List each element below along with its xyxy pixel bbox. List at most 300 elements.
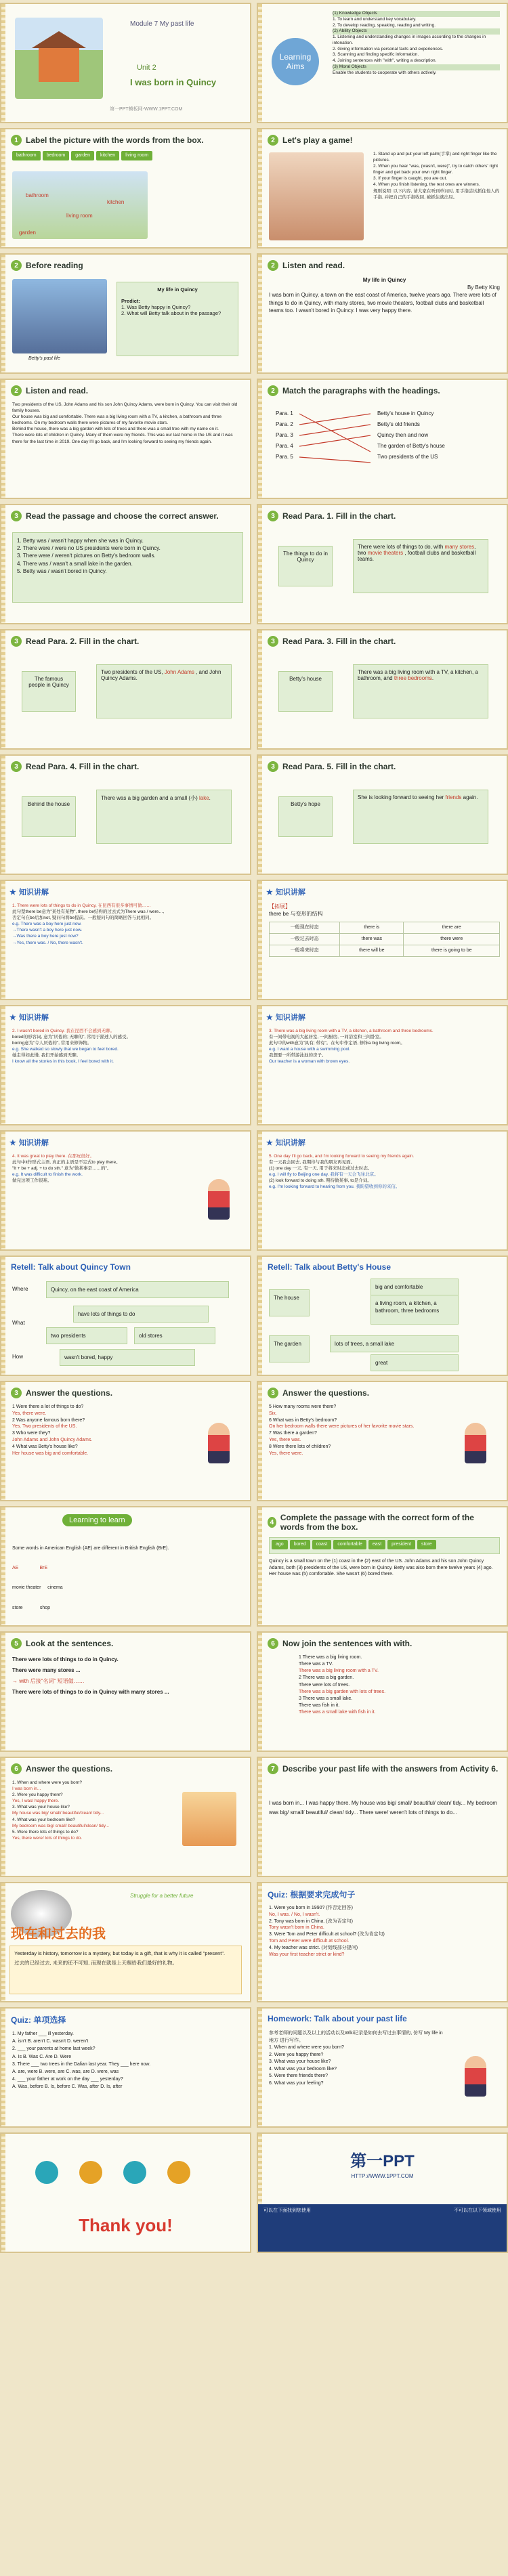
knowledge-line: 她走得如此慢, 我们开始感到无聊。 xyxy=(12,1053,81,1058)
slide-quiz-1[interactable] xyxy=(257,1882,508,2002)
chart-left-cell: The famous people in Quincy xyxy=(22,671,76,712)
star-icon: ★ xyxy=(266,1138,273,1147)
question: 4. What was your bedroom like? xyxy=(12,1817,75,1822)
choice-item[interactable]: 5. Betty was / wasn't bored in Quincy. xyxy=(17,567,107,574)
quiz-question: 1. Were you born in 1990? (作否定回答) xyxy=(269,1906,353,1910)
answer: John Adams and John Quincy Adams. xyxy=(12,1437,93,1442)
chart-text: , and John Quincy Adams. xyxy=(101,669,221,681)
sentence: There were lots of things to do in Quincy. xyxy=(12,1656,119,1662)
slide-heading: Look at the sentences. xyxy=(26,1639,114,1648)
slide-header xyxy=(268,1262,500,1272)
house-illustration xyxy=(15,18,103,99)
question: 8 Were there lots of children? xyxy=(269,1444,331,1449)
word-chip: coast xyxy=(312,1540,332,1549)
question: 1 Were there a lot of things to do? xyxy=(12,1404,84,1409)
knowledge-point: 1. There were lots of things to do in Quincy, 在昆西有很多事情可做…… xyxy=(12,903,151,908)
knowledge-text xyxy=(12,903,243,993)
banner-title: 现在和过去的我 xyxy=(11,1927,106,1941)
knowledge-line: 有一间带电视的大起居室, 一间厨房, 一间浴室和三间卧室。 xyxy=(269,1035,384,1040)
label-annotation: living room xyxy=(66,213,93,219)
choice-item[interactable]: 4. There was / wasn't a small lake in the garden. xyxy=(17,560,133,567)
label-annotation: bathroom xyxy=(26,192,49,198)
choice-item[interactable]: 3. There were / weren't pictures on Betty's bedroom walls. xyxy=(17,553,156,559)
choice-item[interactable]: 1. Betty was / wasn't happy when she was in Quincy. xyxy=(17,538,144,544)
slide-title[interactable] xyxy=(0,3,251,123)
table-cell: there will be xyxy=(340,945,404,956)
answer-blank[interactable]: John Adams xyxy=(164,669,194,675)
retell-label: The house xyxy=(269,1289,310,1316)
brand-logo: 第一PPT xyxy=(350,2152,415,2170)
slide-answer-personal[interactable] xyxy=(0,1757,251,1877)
answer: Yes, there were/ lots of things to do. xyxy=(12,1835,83,1841)
knowledge-text xyxy=(269,1153,500,1244)
knowledge-banner xyxy=(266,886,305,897)
answer: Yes, there were. xyxy=(269,1451,303,1456)
question: 3. What was your house like? xyxy=(12,1805,70,1810)
unit-label: Unit 2 xyxy=(137,64,156,72)
cartoon-kid-illustration xyxy=(208,1179,230,1220)
answer-blank[interactable]: three bedrooms xyxy=(394,675,432,681)
chart-right-cell xyxy=(96,664,232,718)
quiz-list xyxy=(12,2030,243,2121)
slide-heading: Retell: Talk about Betty's House xyxy=(268,1262,391,1272)
homework-list xyxy=(269,2030,446,2121)
passage xyxy=(269,276,500,367)
knowledge-line: bored的形容词, 意为"厌倦的; 无聊的", 常用于描述人的感受。 xyxy=(12,1035,131,1040)
slide-listen-read-2[interactable] xyxy=(0,379,251,499)
answer: Yes. Two presidents of the US. xyxy=(12,1424,77,1430)
answer: I was born in... xyxy=(12,1786,41,1792)
question: 4 What was Betty's house like? xyxy=(12,1444,78,1449)
quiz-list xyxy=(269,1905,500,1996)
passage-paragraph: Two presidents of the US, John Adams and his son John Quincy Adams, were born in Quincy. You can visit their old family houses. xyxy=(12,402,238,414)
answer-blank[interactable]: friends xyxy=(445,794,462,800)
quiz-question: 3. There ___ two trees in the Dalian last year. They ___ here now. xyxy=(12,2061,151,2067)
slide-header xyxy=(268,511,500,521)
objective-item: 1. To learn and understand key vocabulary. xyxy=(333,16,417,22)
knowledge-line: boring意为"令人厌倦的", 常用来修饰物。 xyxy=(12,1041,92,1046)
table-cell: there were xyxy=(404,934,500,945)
slide-header xyxy=(11,385,243,396)
answer: Her house was big and comfortable. xyxy=(12,1451,89,1456)
knowledge-banner xyxy=(9,1137,49,1148)
slide-learning-to-learn[interactable] xyxy=(0,1506,251,1627)
heading-option: Betty's house in Quincy xyxy=(377,410,434,416)
slide-heading: Label the picture with the words from the box. xyxy=(26,135,204,145)
homework-line: 2. Were you happy there? xyxy=(269,2052,324,2057)
slide-knowledge-4[interactable] xyxy=(257,1005,508,1125)
qa-list xyxy=(12,1780,182,1870)
slide-look-sentences[interactable] xyxy=(0,1631,251,1752)
chart-right-cell xyxy=(96,790,232,844)
slide-game[interactable] xyxy=(257,128,508,249)
heading-option: The garden of Betty's house xyxy=(377,443,445,449)
retell-diagram xyxy=(269,1279,500,1369)
slide-body xyxy=(12,151,243,242)
quote-en: Yesterday is history, tomorrow is a mystery, but today is a gift, that is why it is called "present". xyxy=(14,1950,226,1956)
slide-retell-town[interactable] xyxy=(0,1255,251,1376)
icon-circle xyxy=(35,2161,58,2184)
slide-header xyxy=(11,260,243,271)
word-chip: president xyxy=(387,1540,415,1549)
homework-line: 5. Were there friends there? xyxy=(269,2074,329,2078)
answer: Yes, there was. xyxy=(269,1437,301,1442)
chart-left-cell: Behind the house xyxy=(22,796,76,837)
quiz-question: 1. My father ___ ill yesterday. xyxy=(12,2032,74,2036)
word-chip: east xyxy=(368,1540,385,1549)
slide-describe[interactable] xyxy=(257,1757,508,1877)
chart-text: , football clubs and basketball teams. xyxy=(358,550,476,562)
para-label: Para. 3 xyxy=(276,432,293,438)
slide-header xyxy=(11,1388,243,1398)
slide-fill-para3[interactable] xyxy=(257,629,508,750)
joined-sentence: There was a big garden with lots of trees. xyxy=(299,1689,386,1694)
answer: Six. xyxy=(269,1411,277,1416)
step-number: 3 xyxy=(268,636,278,647)
quiz-options: A. Is B. Was C. Are D. Were xyxy=(12,2054,72,2059)
step-number: 5 xyxy=(11,1638,22,1649)
knowledge-line: 此句中it作形式主语, 真正的主语是不定式to play there。 xyxy=(12,1160,121,1165)
slide-header xyxy=(268,636,500,647)
slide-quiz-2[interactable] xyxy=(0,2007,251,2128)
word-chip: bored xyxy=(290,1540,310,1549)
sentence: There were lots of trees. xyxy=(299,1682,350,1688)
brand-footer xyxy=(258,2204,507,2252)
star-icon: ★ xyxy=(9,888,16,897)
slide-header xyxy=(268,1388,500,1398)
knowledge-banner xyxy=(9,1012,49,1023)
knowledge-table-area xyxy=(269,903,500,993)
heading-option: Quincy then and now xyxy=(377,432,429,438)
retell-label: How xyxy=(12,1354,24,1360)
knowledge-example: e.g. There was a boy here just now. xyxy=(12,922,82,927)
slide-listen-read-1[interactable] xyxy=(257,253,508,374)
knowledge-point: 4. It was great to play there. 在那玩很好。 xyxy=(12,1154,95,1159)
slide-knowledge-6[interactable] xyxy=(257,1130,508,1251)
quiz-question: 2. Tony was born in China. (改为否定句) xyxy=(269,1918,353,1924)
slide-heading: Read Para. 1. Fill in the chart. xyxy=(282,511,396,521)
slide-knowledge-2[interactable] xyxy=(257,880,508,1000)
site-label: 第一PPT模板网-WWW.1PPT.COM xyxy=(110,107,183,112)
answer-blank[interactable]: movie theaters xyxy=(367,550,404,556)
knowledge-text xyxy=(12,1153,175,1244)
slide-header xyxy=(11,2014,243,2025)
retell-label: The garden xyxy=(269,1335,310,1362)
join-list xyxy=(299,1654,500,1745)
slide-heading: Answer the questions. xyxy=(282,1388,370,1398)
slide-heading: Read Para. 4. Fill in the chart. xyxy=(26,762,140,771)
aims-badge: Learning Aims xyxy=(272,38,319,85)
complete-passage-text: Quincy is a small town on the (1) coast in the (2) east of the US. John Adams and his son John Quincy Adams, both (3) presidents of the US, were born in Quincy. Betty was also born there twelve years (4) ago. Her house was (5) comfortable. She wasn't (6) bored there. xyxy=(269,1558,493,1577)
step-number: 2 xyxy=(268,385,278,396)
quiz-options: A. are, were B. were, are C. was, are D. were, was xyxy=(12,2069,119,2074)
slide-join-sentences[interactable] xyxy=(257,1631,508,1752)
knowledge-banner xyxy=(266,1137,305,1148)
sentence-note: → with 后接"名词" 短语做…… xyxy=(12,1678,85,1684)
knowledge-line: 有一天我会回去, 我期待与我的朋友再见面。 xyxy=(269,1160,356,1165)
slide-heading: Learning to learn xyxy=(62,1514,132,1526)
learn-line: movie theater cinema xyxy=(12,1585,63,1591)
table-subtitle: there be 与变形的结构 xyxy=(269,911,323,918)
chart-text: Two presidents of the US, xyxy=(101,669,163,675)
slide-heading: Read Para. 3. Fill in the chart. xyxy=(282,637,396,646)
house-shape xyxy=(39,45,79,82)
chart-left-cell: Betty's hope xyxy=(278,796,333,837)
cartoon-kid-illustration xyxy=(208,1423,230,1463)
slide-retell-house[interactable] xyxy=(257,1255,508,1376)
learn-line: AE BrE xyxy=(12,1565,48,1570)
step-number: 2 xyxy=(268,135,278,146)
rule-line: 3. If your finger is caught, you are out. xyxy=(373,176,448,181)
slide-heading: Now join the sentences with with. xyxy=(282,1639,412,1648)
step-number: 3 xyxy=(11,511,22,521)
complete-area xyxy=(269,1537,500,1620)
passage xyxy=(12,402,243,492)
para-label: Para. 5 xyxy=(276,454,293,460)
cartoon-kid-illustration xyxy=(465,1423,486,1463)
answer: My house was big/ small/ beautiful/clean/ tidy... xyxy=(12,1811,104,1816)
banner-subtitle: Struggle for a better future xyxy=(130,1893,194,1899)
rule-line: 规则说明: 以下内容, 请大家在听到单词时, 用手指尝试抓住他人的手指, 并把自己的手指收回, 被抓住就出局。 xyxy=(373,188,500,200)
word-box xyxy=(269,1537,500,1554)
slide-match[interactable] xyxy=(257,379,508,499)
slide-heading: Homework: Talk about your past life xyxy=(268,2014,407,2023)
knowledge-example: e.g. She walked so slowly that we began to feel bored. xyxy=(12,1047,119,1052)
chart-right-cell xyxy=(353,539,488,593)
slide-fill-para2[interactable] xyxy=(0,629,251,750)
objective-item: Enable the students to cooperate with others actively. xyxy=(333,70,437,75)
step-number: 3 xyxy=(268,761,278,772)
slide-heading: Answer the questions. xyxy=(26,1764,113,1774)
star-icon: ★ xyxy=(266,888,273,897)
sentence: There were many stores ... xyxy=(12,1667,81,1673)
learn-line xyxy=(12,1625,243,1627)
question: 5. Were there lots of things to do? xyxy=(12,1829,79,1834)
step-number: 7 xyxy=(268,1763,278,1774)
slide-choose-answer[interactable] xyxy=(0,504,251,624)
thank-you-text: Thank you! xyxy=(79,2215,173,2235)
chart-text: There was a big living room with a TV, a kitchen, a bathroom, and xyxy=(358,669,478,681)
roof-shape xyxy=(32,31,86,48)
slide-header xyxy=(11,636,243,647)
slide-label-picture[interactable] xyxy=(0,128,251,249)
slide-answer-q2[interactable] xyxy=(257,1381,508,1501)
homework-line: 6. What was your feeling? xyxy=(269,2080,324,2086)
slide-heading: Retell: Talk about Quincy Town xyxy=(11,1262,131,1272)
objective-heading: (3) Moral Objects xyxy=(333,64,500,70)
table-cell: 一般过去时态 xyxy=(270,934,340,945)
sentence: 3 There was a small lake. xyxy=(299,1696,353,1701)
knowledge-example: e.g. I will fly to Beijing one day. 我将有一天会飞往北京。 xyxy=(269,1172,379,1178)
cartoon-kid-illustration xyxy=(465,2056,486,2097)
knowledge-line: (1) one day 一天, 有一天, 用于将来时态或过去时态。 xyxy=(269,1166,373,1172)
kids-illustration xyxy=(182,1792,236,1846)
qa-list xyxy=(269,1404,439,1495)
table-cell: there was xyxy=(340,934,404,945)
chart-text: There were lots of things to do, with xyxy=(358,544,444,550)
slide-heading: Quiz: 根据要求完成句子 xyxy=(268,1890,356,1899)
retell-box: old stores xyxy=(134,1327,215,1344)
knowledge-example: e.g. It was difficult to finish the work. xyxy=(12,1172,83,1178)
slide-aims[interactable] xyxy=(257,3,508,123)
quiz-answer: Tony wasn't born in China. xyxy=(269,1925,324,1931)
brand-url[interactable]: HTTP://WWW.1PPT.COM xyxy=(351,2173,414,2179)
slide-heading: Before reading xyxy=(26,261,83,270)
slide-answer-q1[interactable] xyxy=(0,1381,251,1501)
chart-text: . xyxy=(209,795,211,801)
slide-heading: Read the passage and choose the correct answer. xyxy=(26,511,219,521)
heading-option: Betty's old friends xyxy=(377,421,420,427)
joined-sentence: There was a big living room with a TV. xyxy=(299,1669,379,1674)
slide-fill-para4[interactable] xyxy=(0,754,251,875)
slide-header xyxy=(268,1638,500,1649)
hands-game-photo xyxy=(269,152,364,240)
slide-heading: Read Para. 2. Fill in the chart. xyxy=(26,637,140,646)
retell-diagram xyxy=(12,1279,243,1369)
objectives-list xyxy=(333,11,500,116)
para-label: Para. 2 xyxy=(276,421,293,427)
choice-list xyxy=(12,532,243,603)
retell-box: a living room, a kitchen, a bathroom, three bedrooms xyxy=(371,1295,459,1325)
slide-heading: Answer the questions. xyxy=(26,1388,113,1398)
describe-text: I was born in... I was happy there. My house was big/ small/ beautiful/ clean/ tidy... My bedroom was big/ small/ beautiful/ clean/ tidy... There were/ weren't lots of things to do... xyxy=(269,1800,497,1816)
knowledge-example: e.g. I'm looking forward to hearing from you. 我盼望收到你的来信。 xyxy=(269,1184,400,1190)
step-number: 6 xyxy=(11,1763,22,1774)
homework-line: 参考老师的问题以及以上的活动以及Wiki记录是如何去写过去事情的, 仿写 My life in 地方 进行写作。 xyxy=(269,2031,443,2043)
label-annotation: kitchen xyxy=(107,199,125,205)
word-chip: ago xyxy=(272,1540,288,1549)
slide-fill-para1[interactable] xyxy=(257,504,508,624)
choice-item[interactable]: 2. There were / were no US presidents were born in Quincy. xyxy=(17,545,161,552)
sentence: 1 There was a big living room. xyxy=(299,1655,362,1660)
step-number: 3 xyxy=(11,1388,22,1398)
objective-item: 1. Listening and understanding changes in images according to the changes in intonation. xyxy=(333,35,486,45)
predict-question: 1. Was Betty happy in Quincy? xyxy=(121,304,191,310)
answer-blank[interactable]: lake xyxy=(198,795,209,801)
knowledge-example: →Yes, there was. / No, there wasn't. xyxy=(12,940,83,945)
photo-caption: Betty's past life xyxy=(28,356,60,361)
question: 7 Was there a garden? xyxy=(269,1431,317,1436)
homework-line: 4. What was your bedroom like? xyxy=(269,2066,337,2071)
table-cell: 一般将来时态 xyxy=(270,945,340,956)
banner-label: 知识讲解 xyxy=(275,1014,305,1022)
slide-header xyxy=(268,2014,500,2023)
slide-heading: Read Para. 5. Fill in the chart. xyxy=(282,762,396,771)
chart-text: , two xyxy=(358,544,476,556)
word-chip: garden xyxy=(71,151,94,160)
slide-header xyxy=(11,135,243,146)
retell-label: What xyxy=(12,1320,25,1326)
quiz-answer: No, I was. / No, I wasn't. xyxy=(269,1912,320,1917)
label-annotation: garden xyxy=(19,230,36,236)
banner-label: 知识讲解 xyxy=(275,888,305,897)
icon-circle xyxy=(167,2161,190,2184)
chart-left-cell: Betty's house xyxy=(278,671,333,712)
word-chip: comfortable xyxy=(333,1540,366,1549)
word-chip: living room xyxy=(121,151,152,160)
quiz-question: 2. ___ your parents at home last week? xyxy=(12,2046,96,2052)
question: 6 What was in Betty's bedroom? xyxy=(269,1417,337,1423)
slide-fill-para5[interactable] xyxy=(257,754,508,875)
step-number: 2 xyxy=(11,260,22,271)
objective-item: 3. Scanning and finding specific information. xyxy=(333,52,419,58)
heading-list xyxy=(377,408,445,463)
knowledge-line: (2) look forward to doing sth. 期待做某事, to是介词。 xyxy=(269,1178,372,1184)
chart-text: . xyxy=(431,675,434,681)
knowledge-text xyxy=(269,1028,500,1119)
objective-heading: (2) Ability Objects xyxy=(333,28,500,35)
banner-label: 知识讲解 xyxy=(18,1139,49,1147)
answer: Yes, I was/ happy there. xyxy=(12,1799,60,1804)
passage-paragraph: Behind the house, there was a big garden with lots of trees and there was a small tree with my name on it. xyxy=(12,427,219,432)
rule-line: 1. Stand up and put your left palm(手掌) and right finger like the pictures. xyxy=(373,152,497,163)
slide-brand[interactable] xyxy=(257,2132,508,2253)
page-title: I was born in Quincy xyxy=(130,77,217,87)
step-number: 6 xyxy=(268,1638,278,1649)
knowledge-line: 此句型there be意为"某处有某物", there be结构的过去式为There was / were…, xyxy=(12,909,165,915)
quiz-options: A. Was, before B. Is, before C. Was, after D. Is, after xyxy=(12,2084,123,2090)
retell-box: wasn't bored, happy xyxy=(60,1349,195,1366)
sentence-list xyxy=(12,1654,243,1745)
slide-knowledge-3[interactable] xyxy=(0,1005,251,1125)
slide-before-reading[interactable] xyxy=(0,253,251,374)
quiz-question: 4. My teacher was strict. (对划线部分提问) xyxy=(269,1945,358,1950)
footer-text: 可以在下面找到您使用 xyxy=(263,2208,311,2213)
slide-header xyxy=(268,1763,500,1774)
chart-text: She is looking forward to seeing her xyxy=(358,794,444,800)
slide-header xyxy=(268,385,500,396)
retell-box: two presidents xyxy=(46,1327,127,1344)
slide-motivation[interactable] xyxy=(0,1882,251,2002)
quote-cn: 过去的已经过去, 未来的还不可知, 而现在就是上天赐给我们最好的礼物。 xyxy=(14,1960,177,1966)
quiz-answer: Tom and Peter were difficult at school. xyxy=(269,1938,350,1944)
answer-blank[interactable]: many stores xyxy=(444,544,475,550)
answer: Yes, there were. xyxy=(12,1411,47,1416)
slide-complete-passage[interactable] xyxy=(257,1506,508,1627)
para-label: Para. 4 xyxy=(276,443,293,449)
question: 1. When and where were you born? xyxy=(12,1780,82,1785)
quote-box xyxy=(9,1946,242,1994)
heading-option: Two presidents of the US xyxy=(377,454,438,460)
step-number: 2 xyxy=(11,385,22,396)
slide-header xyxy=(11,1763,243,1774)
knowledge-example: e.g. I want a house with a swimming pool. xyxy=(269,1047,351,1052)
question: 2. Were you happy there? xyxy=(12,1793,63,1798)
slide-heading: Describe your past life with the answers from Activity 6. xyxy=(282,1764,499,1774)
game-rules xyxy=(373,151,500,242)
knowledge-line: "It + be + adj. + to do sth." 意为"做某事是……的"。 xyxy=(12,1166,112,1172)
word-chip: bedroom xyxy=(43,151,70,160)
knowledge-banner xyxy=(9,886,49,897)
quiz-options: A. isn't B. aren't C. wasn't D. weren't xyxy=(12,2039,89,2044)
answer: On her bedroom walls there were pictures of her favorite movie stars. xyxy=(269,1424,415,1430)
slide-knowledge-5[interactable] xyxy=(0,1130,251,1251)
match-area xyxy=(269,402,500,492)
step-number: 2 xyxy=(268,260,278,271)
qa-list xyxy=(12,1404,182,1495)
slide-homework[interactable] xyxy=(257,2007,508,2128)
knowledge-example: I know all the stories in this book, I feel bored with it. xyxy=(12,1059,114,1065)
sentence: There were lots of things to do in Quincy with many stores ... xyxy=(12,1689,169,1695)
table-cell: there is xyxy=(340,922,404,934)
sentence: There was a TV. xyxy=(299,1662,333,1667)
joined-sentence: There was a small lake with fish in it. xyxy=(299,1710,376,1715)
table-row xyxy=(270,945,500,956)
sentence: There was fish in it. xyxy=(299,1702,340,1708)
sentence: 2 There was a big garden. xyxy=(299,1675,354,1681)
slide-thank-you[interactable] xyxy=(0,2132,251,2253)
slide-knowledge-1[interactable] xyxy=(0,880,251,1000)
